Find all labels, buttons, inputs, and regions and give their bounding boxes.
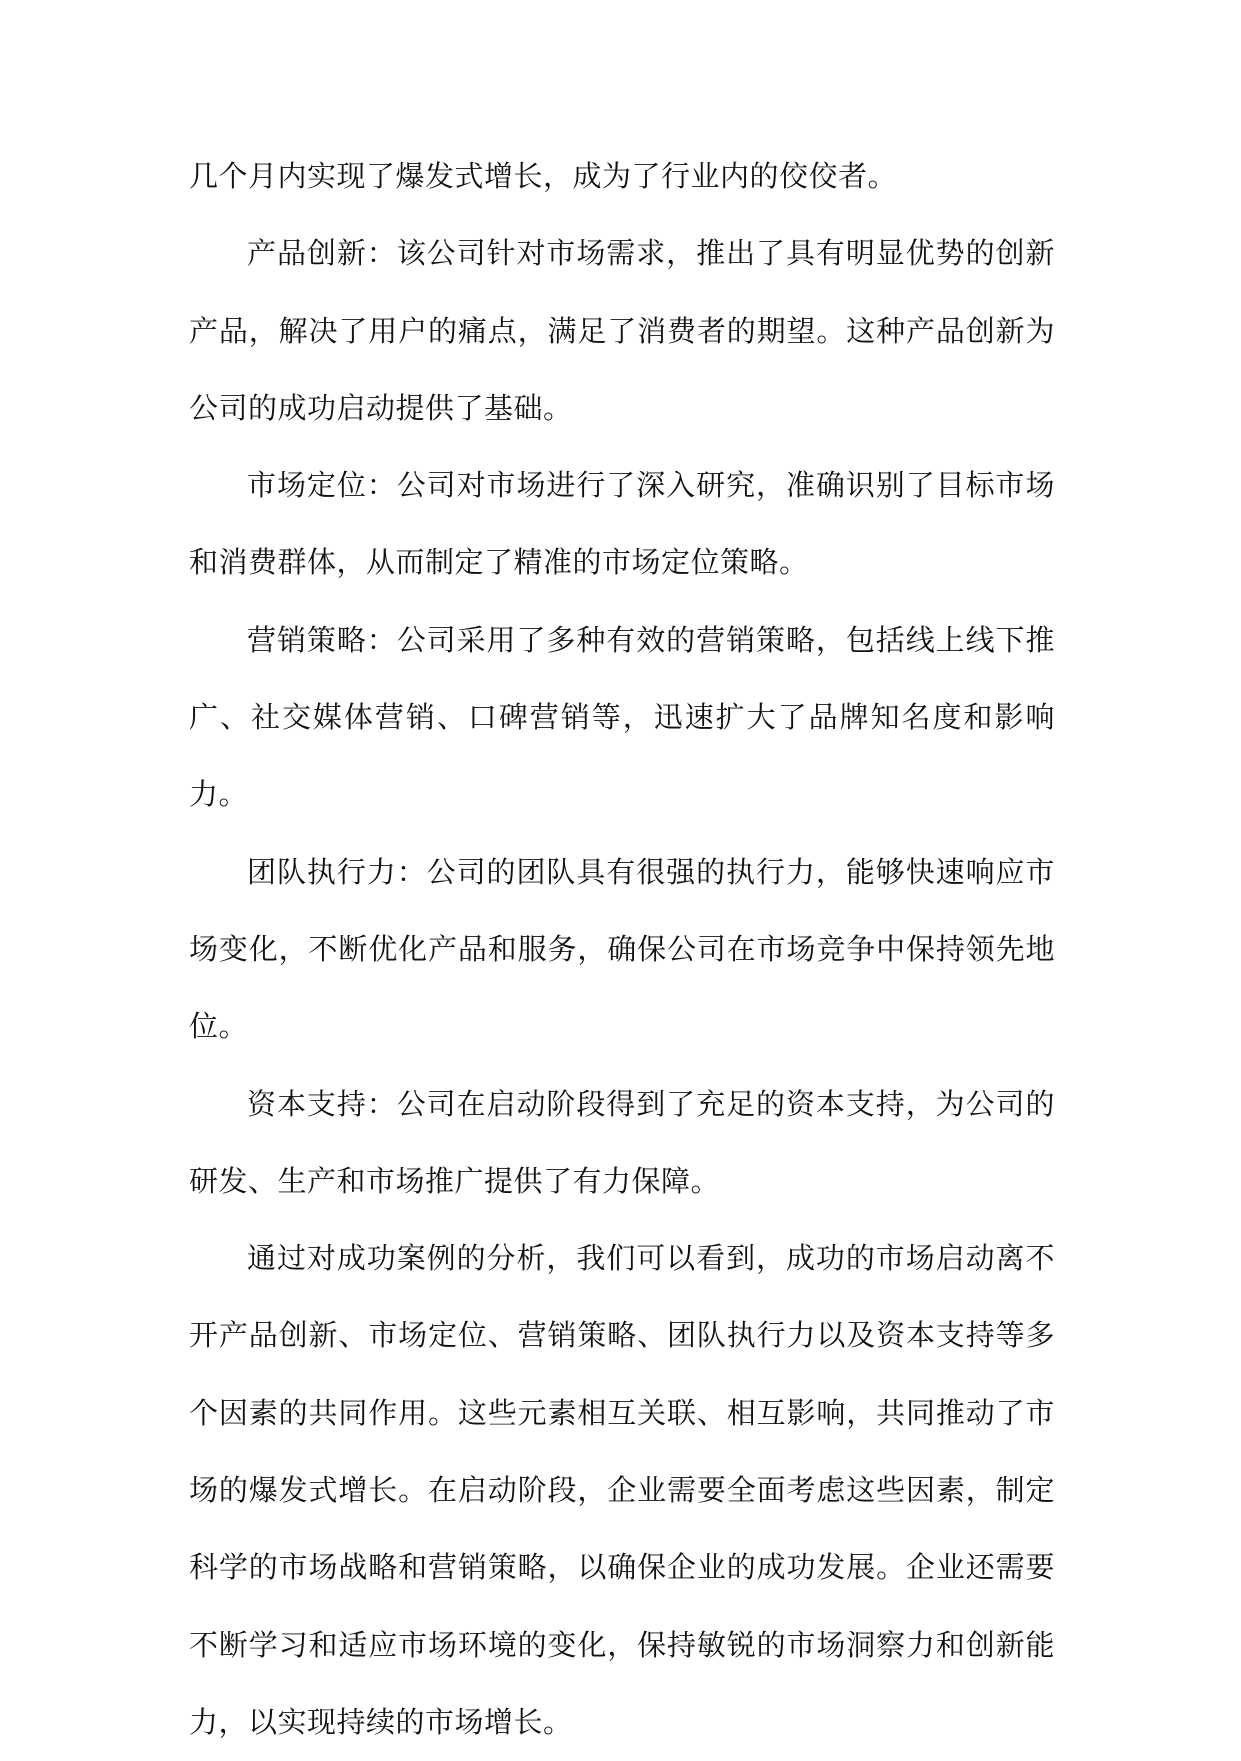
paragraph-conclusion: 通过对成功案例的分析，我们可以看到，成功的市场启动离不开产品创新、市场定位、营销策略、团队执行力以及资本支持等多个因素的共同作用。这些元素相互关联、相互影响，共同推动了市场的爆发式增长。在启动阶段，企业需要全面考虑这些因素，制定科学的市场战略和营销策略，以确保企业的成功发展。企业还需要不断学习和适应市场环境的变化，保持敏锐的市场洞察力和创新能力，以实现持续的市场增长。 bbox=[189, 1241, 1055, 1739]
paragraph-marketing-strategy: 营销策略：公司采用了多种有效的营销策略，包括线上线下推广、社交媒体营销、口碑营销等，迅速扩大了品牌知名度和影响力。 bbox=[189, 622, 1055, 812]
paragraph-team-execution: 团队执行力：公司的团队具有很强的执行力，能够快速响应市场变化，不断优化产品和服务，确保公司在市场竞争中保持领先地位。 bbox=[189, 854, 1055, 1044]
paragraph-capital-support: 资本支持：公司在启动阶段得到了充足的资本支持，为公司的研发、生产和市场推广提供了有力保障。 bbox=[189, 1086, 1055, 1198]
body-text bbox=[189, 138, 1055, 1761]
paragraph-product-innovation: 产品创新：该公司针对市场需求，推出了具有明显优势的创新产品，解决了用户的痛点，满足了消费者的期望。这种产品创新为公司的成功启动提供了基础。 bbox=[189, 236, 1055, 425]
paragraph-continuation: 几个月内实现了爆发式增长，成为了行业内的佼佼者。 bbox=[189, 159, 898, 193]
paragraph-market-positioning: 市场定位：公司对市场进行了深入研究，准确识别了目标市场和消费群体，从而制定了精准的市场定位策略。 bbox=[189, 468, 1055, 580]
